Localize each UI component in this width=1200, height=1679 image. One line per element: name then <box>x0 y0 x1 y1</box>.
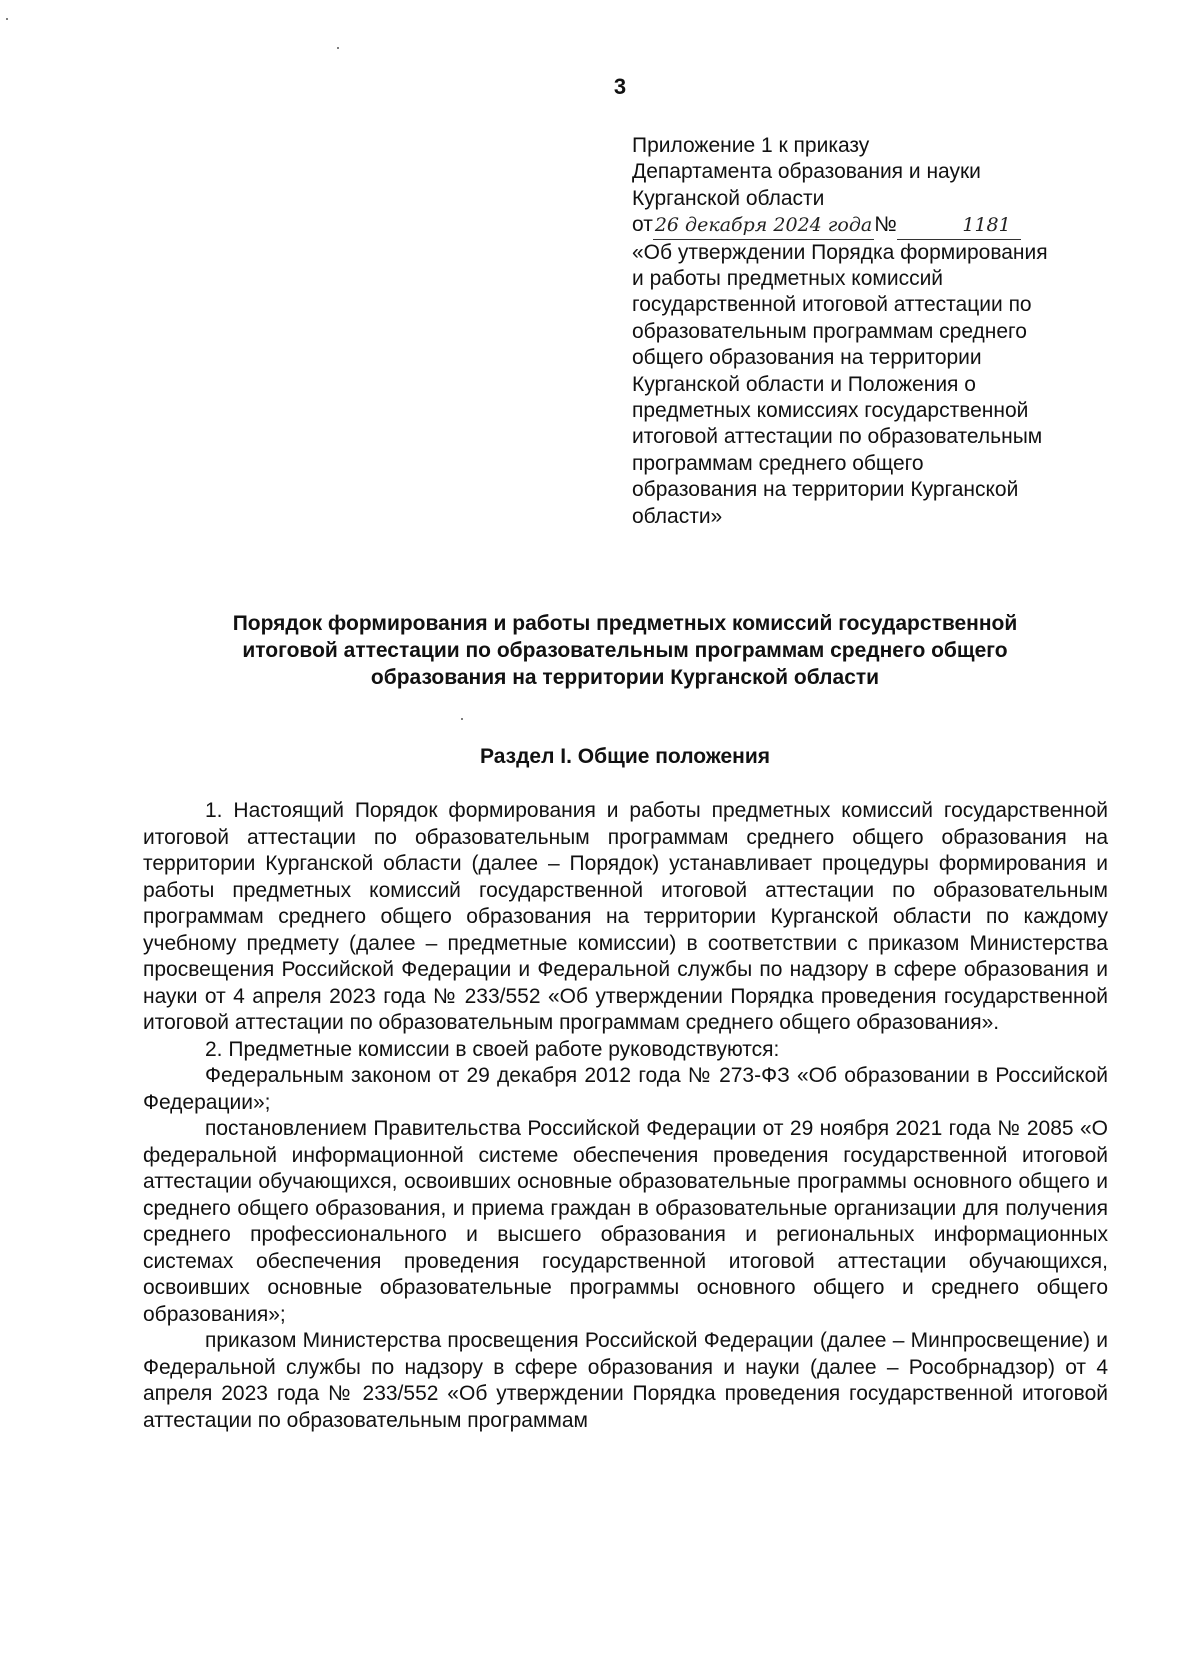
subject-line: образовательным программам среднего <box>632 319 1027 343</box>
subject-line: Курганской области и Положения о <box>632 372 976 396</box>
appendix-line: Курганской области <box>632 186 825 210</box>
subject-line: итоговой аттестации по образовательным <box>632 425 1043 449</box>
scan-speck <box>6 18 8 20</box>
handwritten-order-number: 1181 <box>897 212 1021 239</box>
subject-line: «Об утверждении Порядка формирования <box>632 240 1048 264</box>
number-prefix: № <box>874 213 897 237</box>
paragraph: приказом Министерства просвещения Российской Федерации (далее – Минпросвещение) и Федеральной службы по надзору в сфере образования и науки (далее – Рособрнадзор) от 4 апреля 2023 года № 233/552 «Об утверждении Порядка проведения государственной итоговой аттестации по образовательным программам <box>143 1329 1108 1432</box>
title-line: итоговой аттестации по образовательным программам среднего общего <box>242 639 1008 662</box>
title-line: образования на территории Курганской области <box>370 666 880 689</box>
subject-line: образования на территории Курганской <box>632 478 1019 502</box>
scan-speck <box>461 718 463 720</box>
handwritten-date: 26 декабря 2024 года <box>653 212 874 239</box>
page-number: 3 <box>613 74 627 99</box>
body-text <box>143 798 1108 1434</box>
appendix-line: Приложение 1 к приказу <box>632 134 870 157</box>
subject-line: предметных комиссиях государственной <box>632 399 1029 423</box>
appendix-header <box>632 133 1102 530</box>
date-prefix: от <box>632 213 653 237</box>
document-title <box>150 610 1100 691</box>
subject-line: общего образования на территории <box>632 346 982 370</box>
section-title: Раздел I. Общие положения <box>480 745 770 768</box>
subject-line: программам среднего общего <box>632 451 924 475</box>
subject-line: области» <box>632 504 723 528</box>
order-date-line <box>632 212 1102 239</box>
subject-line: и работы предметных комиссий <box>632 267 944 291</box>
scan-speck <box>337 47 339 49</box>
paragraph: постановлением Правительства Российской Федерации от 29 ноября 2021 года № 2085 «О федеральной информационной системе обеспечения проведения государственной итоговой аттестации обучающихся, освоивших основные образовательные программы основного общего и среднего общего образования, и приема граждан в образовательные организации для получения среднего профессионального и высшего образования и региональных информационных системах обеспечения проведения государственной итоговой аттестации обучающихся, освоивших основные образовательные программы основного общего и среднего общего образования»; <box>143 1117 1108 1326</box>
subject-line: государственной итоговой аттестации по <box>632 293 1032 317</box>
paragraph: Федеральным законом от 29 декабря 2012 года № 273-ФЗ «Об образовании в Российской Федерации»; <box>143 1064 1108 1114</box>
paragraph: 2. Предметные комиссии в своей работе руководствуются: <box>205 1037 780 1061</box>
title-line: Порядок формирования и работы предметных комиссий государственной <box>232 612 1018 635</box>
appendix-line: Департамента образования и науки <box>632 160 981 184</box>
paragraph: 1. Настоящий Порядок формирования и работы предметных комиссий государственной итоговой аттестации по образовательным программам среднего общего образования на территории Курганской области (далее – Порядок) устанавливает процедуры формирования и работы предметных комиссий государственной итоговой аттестации по образовательным программам среднего общего образования на территории Курганской области по каждому учебному предмету (далее – предметные комиссии) в соответствии с приказом Министерства просвещения Российской Федерации и Федеральной службы по надзору в сфере образования и науки от 4 апреля 2023 года № 233/552 «Об утверждении Порядка проведения государственной итоговой аттестации по образовательным программам среднего общего образования». <box>143 799 1108 1034</box>
